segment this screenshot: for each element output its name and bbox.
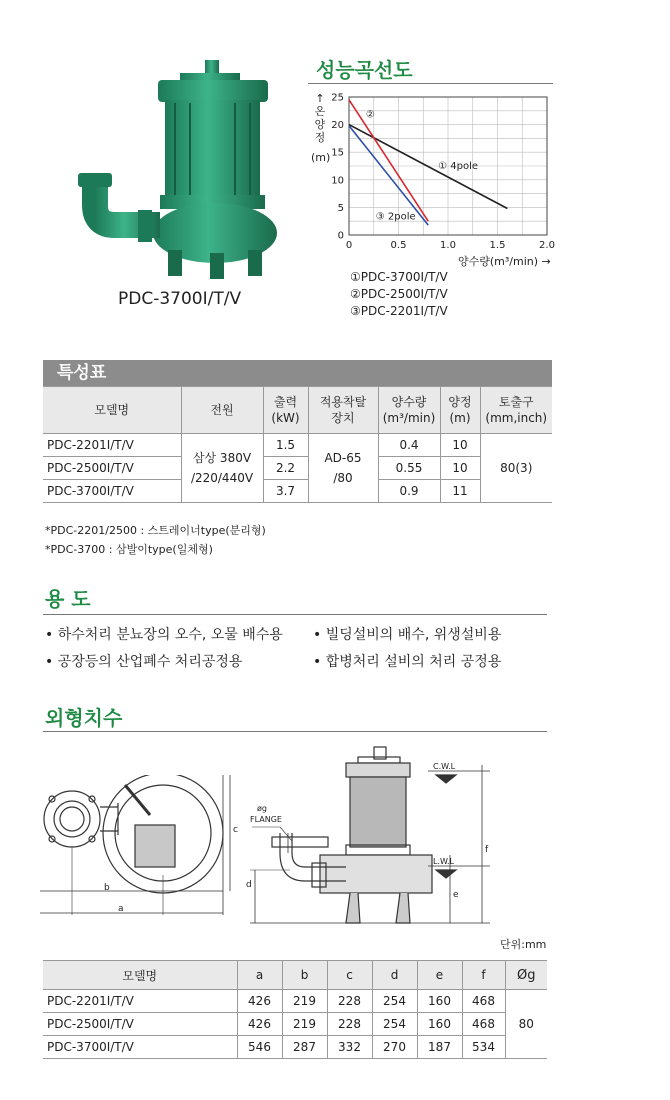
dim-cell: 287 — [282, 1036, 327, 1059]
head-cell: 11 — [440, 480, 480, 503]
usage-item-3: • 공장등의 산업폐수 처리공정용 — [45, 654, 243, 670]
dim-cell: 160 — [417, 1013, 462, 1036]
table-row — [43, 990, 547, 1013]
dimensions-rule — [43, 731, 547, 732]
x-tick-label: 1.0 — [440, 240, 456, 251]
dim-cell: 426 — [237, 990, 282, 1013]
dim-header: 모델명 — [43, 961, 237, 990]
x-tick-label: 0.5 — [390, 240, 407, 251]
dim-header: b — [282, 961, 327, 990]
power-cell: 삼상 380V /220/440V — [181, 434, 263, 503]
dim-cell: 228 — [327, 1013, 372, 1036]
dim-cell: 219 — [282, 990, 327, 1013]
dim-label-flange: FLANGE — [250, 815, 282, 824]
pump-model-label: PDC-3700I/T/V — [118, 289, 242, 309]
x-tick-label: 0 — [345, 240, 353, 251]
dim-label-e: e — [453, 890, 459, 900]
y-tick-label: 20 — [331, 120, 344, 132]
dimensions-title: 외형치수 — [45, 706, 123, 730]
dim-label-b: b — [104, 883, 110, 893]
dim-cell: 160 — [417, 990, 462, 1013]
curve-marker-4pole: ① 4pole — [438, 160, 479, 172]
dim-header: d — [372, 961, 417, 990]
y-axis-label: ↑ 온 양 정 — [314, 92, 326, 144]
model-cell: PDC-3700I/T/V — [43, 480, 181, 503]
x-axis-label: 양수량(m³/min) → — [458, 255, 551, 268]
usage-item-4: • 합병처리 설비의 처리 공정용 — [313, 654, 502, 670]
table-row — [43, 1036, 547, 1059]
note-2: *PDC-3700 : 삼발이type(일체형) — [45, 543, 213, 556]
head-cell: 10 — [440, 457, 480, 480]
output-cell: 1.5 — [263, 434, 308, 457]
output-cell: 3.7 — [263, 480, 308, 503]
table-row — [43, 434, 552, 457]
dim-label-a: a — [118, 904, 124, 914]
dim-cell: 219 — [282, 1013, 327, 1036]
side-view-drawing — [250, 745, 495, 930]
curve-marker-2: ② — [365, 109, 375, 121]
dim-header: c — [327, 961, 372, 990]
x-tick-label: 1.5 — [489, 240, 506, 251]
top-view-drawing — [40, 775, 245, 925]
dim-label-f: f — [485, 845, 489, 855]
dim-cell: PDC-2500I/T/V — [43, 1013, 237, 1036]
table-row — [43, 480, 552, 503]
legend-item-2: ②PDC-2500I/T/V — [350, 287, 448, 301]
y-tick-label: 25 — [331, 92, 344, 104]
dim-cell: 468 — [462, 990, 505, 1013]
spec-header-row — [43, 387, 552, 434]
dim-header: e — [417, 961, 462, 990]
legend-item-1: ①PDC-3700I/T/V — [350, 270, 448, 284]
dim-label-d: d — [246, 880, 252, 890]
header-head: 양정 (m) — [440, 387, 480, 434]
header-output: 출력 (kW) — [263, 387, 308, 434]
dim-cell: PDC-3700I/T/V — [43, 1036, 237, 1059]
dim-cell: 254 — [372, 990, 417, 1013]
spec-table-title: 특성표 — [43, 360, 552, 386]
model-cell: PDC-2500I/T/V — [43, 457, 181, 480]
dim-cell: 254 — [372, 1013, 417, 1036]
table-row — [43, 1013, 547, 1036]
dim-cell: 332 — [327, 1036, 372, 1059]
usage-title: 용 도 — [45, 587, 91, 611]
model-cell: PDC-2201I/T/V — [43, 434, 181, 457]
dim-label-flange-size: øg — [257, 804, 267, 813]
curve-marker-2pole: ③ 2pole — [375, 211, 416, 223]
x-tick-label: 2.0 — [539, 240, 555, 251]
outlet-cell: 80(3) — [480, 434, 552, 503]
table-row — [43, 457, 552, 480]
dim-label-lwl: L.W.L — [433, 857, 454, 866]
y-tick-label: 10 — [331, 175, 344, 187]
usage-item-2: • 빌딩설비의 배수, 위생설비용 — [313, 627, 502, 643]
y-tick-label: 5 — [337, 202, 344, 214]
head-cell: 10 — [440, 434, 480, 457]
legend-item-3: ③PDC-2201I/T/V — [350, 304, 448, 318]
unit-label: 단위:mm — [500, 938, 547, 951]
performance-title-rule — [308, 83, 553, 84]
device-cell: AD-65 /80 — [308, 434, 378, 503]
note-1: *PDC-2201/2500 : 스트레이너type(분리형) — [45, 524, 266, 537]
dim-cell: 546 — [237, 1036, 282, 1059]
flow-cell: 0.9 — [378, 480, 440, 503]
dim-cell: PDC-2201I/T/V — [43, 990, 237, 1013]
header-model: 모델명 — [43, 387, 181, 434]
y-axis-unit: (m) — [311, 151, 331, 164]
dim-cell: 187 — [417, 1036, 462, 1059]
performance-title: 성능곡선도 — [316, 58, 413, 82]
header-device: 적용착탈 장치 — [308, 387, 378, 434]
flow-cell: 0.55 — [378, 457, 440, 480]
dim-header-row — [43, 961, 547, 990]
y-tick-label: 15 — [331, 147, 344, 159]
performance-chart — [320, 88, 560, 263]
dimension-table — [43, 960, 547, 1059]
pump-photo — [60, 55, 280, 285]
flow-cell: 0.4 — [378, 434, 440, 457]
dim-cell: 426 — [237, 1013, 282, 1036]
dim-cell: 468 — [462, 1013, 505, 1036]
series-line-3 — [349, 126, 428, 225]
header-outlet: 토출구 (mm,inch) — [480, 387, 552, 434]
dim-label-cwl: C.W.L — [433, 762, 456, 771]
y-tick-label: 0 — [337, 230, 344, 242]
header-flow: 양수량 (m³/min) — [378, 387, 440, 434]
dim-cell: 270 — [372, 1036, 417, 1059]
dim-header: Øg — [505, 961, 547, 990]
header-power: 전원 — [181, 387, 263, 434]
dim-cell-g: 80 — [505, 990, 547, 1059]
output-cell: 2.2 — [263, 457, 308, 480]
spec-table — [43, 386, 552, 503]
dim-cell: 228 — [327, 990, 372, 1013]
dim-header: f — [462, 961, 505, 990]
usage-item-1: • 하수처리 분뇨장의 오수, 오물 배수용 — [45, 627, 283, 643]
dim-cell: 534 — [462, 1036, 505, 1059]
dim-label-c: c — [233, 825, 238, 835]
usage-rule — [43, 614, 547, 615]
dim-header: a — [237, 961, 282, 990]
